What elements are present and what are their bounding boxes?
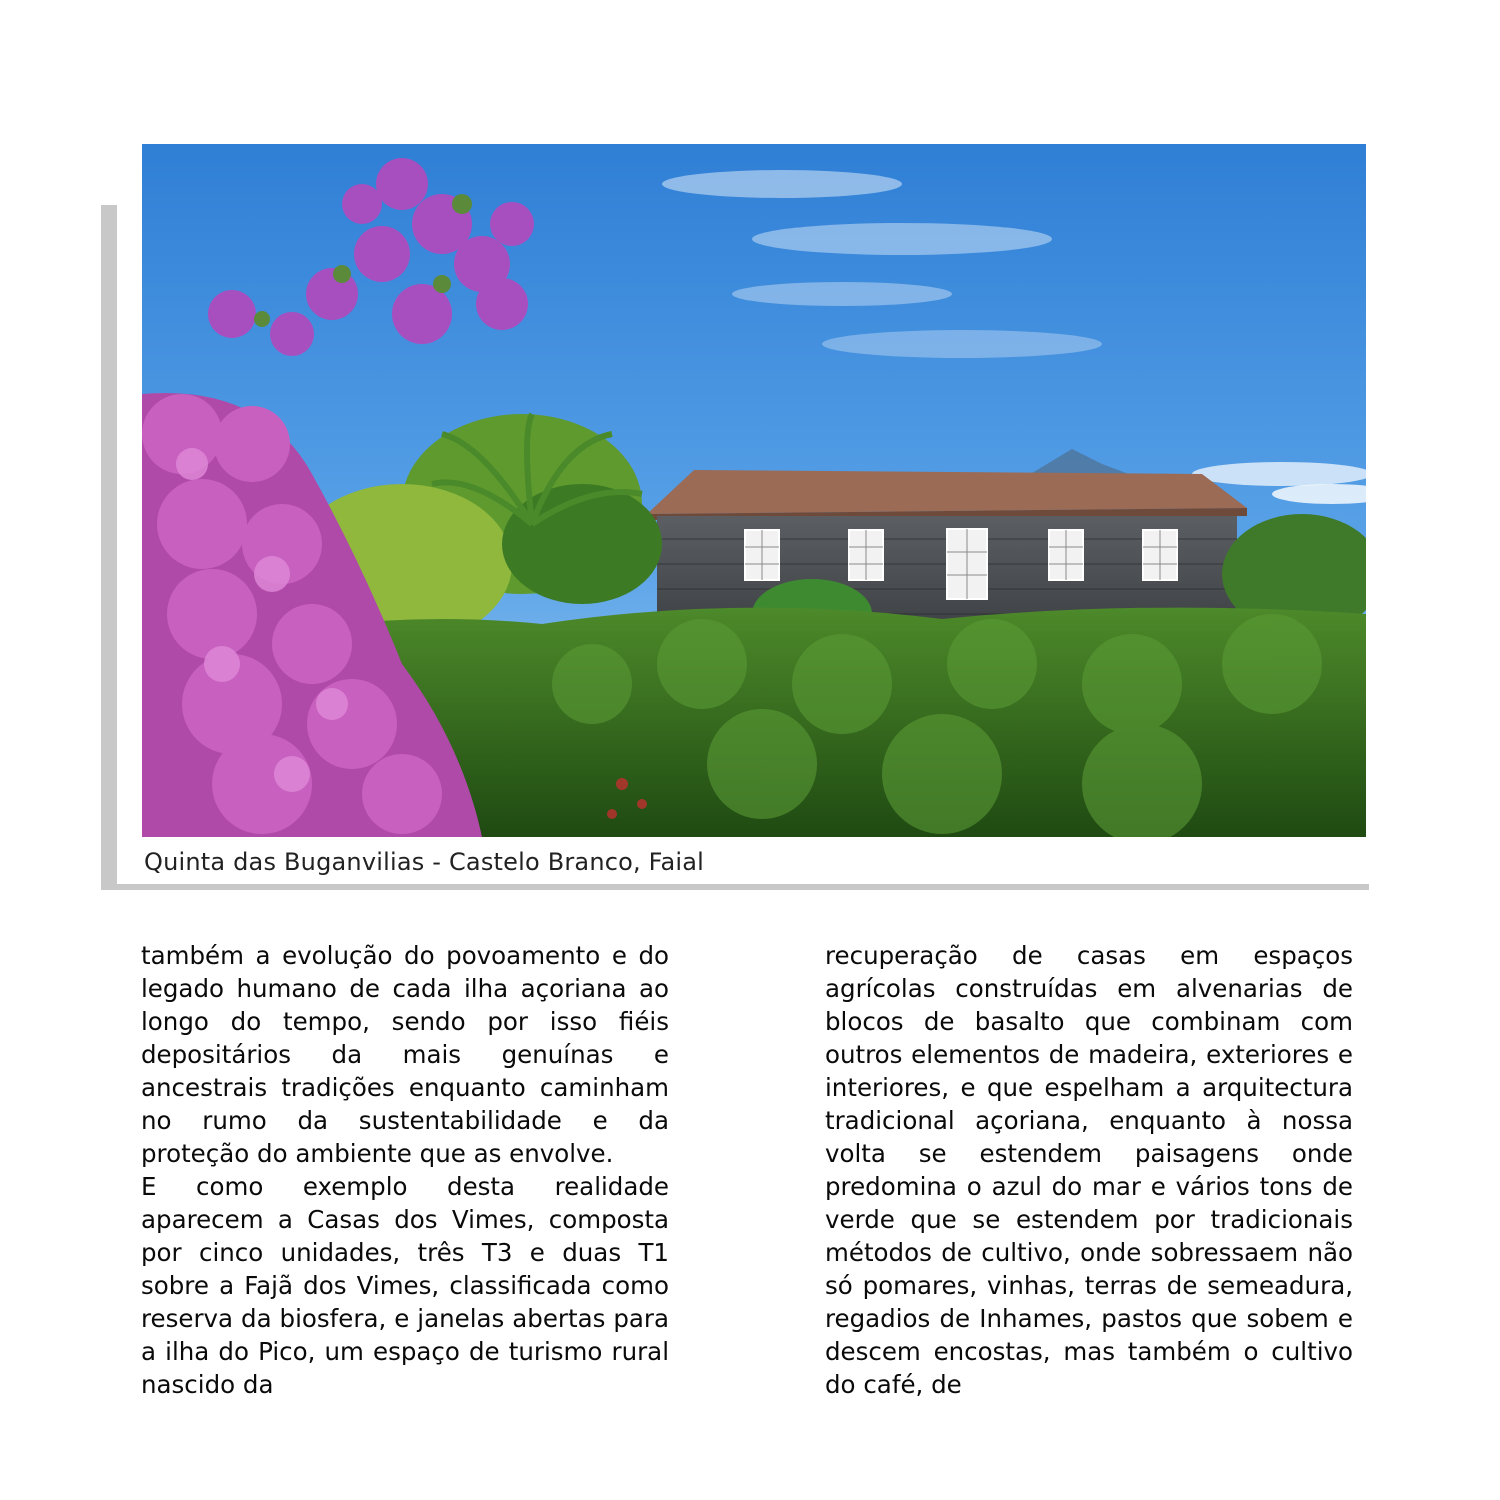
house-garden-photo: [142, 144, 1366, 837]
figure-caption: Quinta das Buganvilias - Castelo Branco, Faial: [144, 848, 705, 876]
figure-frame-bottom: [101, 884, 1369, 890]
paragraph: também a evolução do povoamento e do legado humano de cada ilha açoriana ao longo do tempo, sendo por isso fiéis depositários da mais genuínas e ancestrais tradições enquanto caminham no rumo da sustentabilidade e da proteção do ambiente que as envolve.: [141, 941, 669, 1168]
text-column-right: [825, 939, 1353, 1401]
paragraph: E como exemplo desta realidade aparecem a Casas dos Vimes, composta por cinco unidades, três T3 e duas T1 sobre a Fajã dos Vimes, classificada como reserva da biosfera, e janelas abertas para a ilha do Pico, um espaço de turismo rural nascido da: [141, 1172, 669, 1399]
paragraph: recuperação de casas em espaços agrícolas construídas em alvenarias de blocos de basalto que combinam com outros elementos de madeira, exteriores e interiores, e que espelham a arquitectura tradicional açoriana, enquanto à nossa volta se estendem paisagens onde predomina o azul do mar e vários tons de verde que se estendem por tradicionais métodos de cultivo, onde sobressaem não só pomares, vinhas, terras de semeadura, regadios de Inhames, pastos que sobem e descem encostas, mas também o cultivo do café, de: [825, 941, 1353, 1399]
text-column-left: [141, 939, 669, 1401]
figure-frame-left: [101, 205, 117, 888]
